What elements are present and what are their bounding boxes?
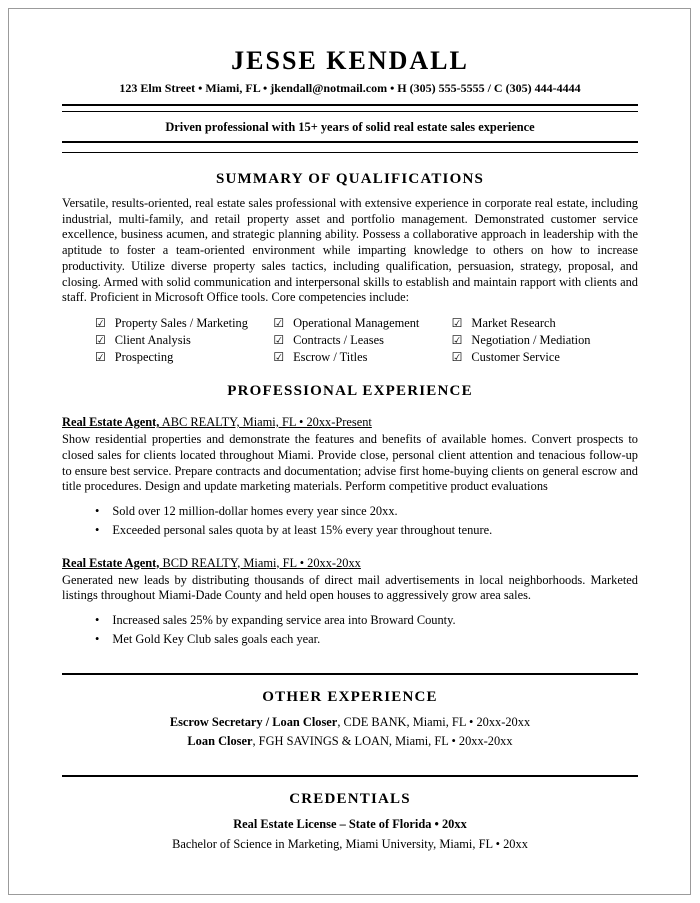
credential-license: Real Estate License – State of Florida • 20xx (233, 817, 467, 832)
bullet-text: Met Gold Key Club sales goals each year. (112, 632, 321, 647)
other-role: Loan Closer (187, 734, 253, 749)
job-company-dates: BCD REALTY, Miami, FL • 20xx-20xx (159, 555, 361, 570)
job-description: Show residential properties and demonstrate the features and benefits of available homes. Convert prospects to closed sales for clients located throughout Miami. Provide close, personal client attention and tenacious follow-up to ensure best service. Prepare contracts and documentation; advise first home-buying clients on general escrow and title procedures. Design and update marketing materials. Perform competitive product evaluations (62, 432, 638, 494)
header-divider-rule (62, 104, 638, 112)
job-achievements (95, 611, 638, 649)
competency-item (95, 333, 273, 348)
other-experience-entry (62, 713, 638, 733)
bullet-text: Sold over 12 million-dollar homes every year since 20xx. (112, 504, 398, 519)
competency-label: Client Analysis (114, 333, 191, 348)
competency-item (452, 333, 630, 348)
section-heading-experience: PROFESSIONAL EXPERIENCE (227, 383, 473, 400)
section-heading-summary: SUMMARY OF QUALIFICATIONS (215, 170, 485, 187)
bullet-icon: • (95, 632, 100, 647)
competency-item (273, 316, 451, 331)
checked-checkbox-icon: ☑ (273, 316, 285, 331)
competency-grid (95, 316, 630, 365)
job-description: Generated new leads by distributing thousands of direct mail advertisements in local neighborhoods. Marketed listings throughout Miami-Dade County and held open houses to aggressively grow area sales. (62, 572, 638, 603)
bullet-text: Exceeded personal sales quota by at least 15% every year throughout tenure. (112, 523, 493, 538)
job-role: Real Estate Agent, (62, 555, 160, 570)
job-title-line (62, 556, 638, 571)
competency-item (452, 316, 630, 331)
competency-label: Market Research (471, 316, 556, 331)
bullet-item (95, 630, 638, 649)
contact-info: 123 Elm Street • Miami, FL • jkendall@notmail.com • H (305) 555-5555 / C (305) 444-4444 (119, 80, 581, 95)
section-divider (62, 775, 638, 777)
checked-checkbox-icon: ☑ (451, 316, 463, 331)
headline: Driven professional with 15+ years of solid real estate sales experience (165, 119, 535, 134)
summary-paragraph: Versatile, results-oriented, real estate sales professional with extensive experience in corporate real estate, including industrial, multi-family, and retail property asset and portfolio management. Demonstrated customer service excellence, business acumen, and strategic planning ability. Possess a collaborative approach in leadership with the aptitude to foster a team-oriented environment while imparting knowledge to others on how to increase productivity. Utilize diverse property sales tactics, including qualification, persuasion, strategy, proposal, and closing. Armed with solid communication and interpersonal skills to establish and maintain rapport with clients and staff. Proficient in Microsoft Office tools. Core competencies include: (62, 195, 638, 305)
checked-checkbox-icon: ☑ (451, 333, 463, 348)
credentials-entries (62, 815, 638, 855)
section-divider (62, 673, 638, 675)
competency-label: Operational Management (293, 316, 420, 331)
checked-checkbox-icon: ☑ (273, 350, 285, 365)
job-company-dates: ABC REALTY, Miami, FL • 20xx-Present (159, 415, 372, 430)
job-achievements (95, 502, 638, 540)
other-experience-entry (62, 732, 638, 752)
checked-checkbox-icon: ☑ (451, 350, 463, 365)
other-experience-entries (62, 713, 638, 753)
competency-item (95, 350, 273, 365)
competency-label: Customer Service (471, 350, 560, 365)
person-name: JESSE KENDALL (231, 46, 469, 75)
other-experience-section (62, 689, 638, 753)
job-title-line (62, 415, 638, 430)
section-heading-other-experience: OTHER EXPERIENCE (262, 688, 438, 705)
job-role: Real Estate Agent, (62, 415, 160, 430)
competency-label: Prospecting (114, 350, 174, 365)
other-company-dates: , FGH SAVINGS & LOAN, Miami, FL • 20xx-20xx (252, 734, 513, 749)
bullet-icon: • (95, 523, 100, 538)
competency-item (273, 333, 451, 348)
summary-section (62, 171, 638, 365)
credentials-section (62, 791, 638, 855)
competency-label: Property Sales / Marketing (114, 316, 248, 331)
bullet-item (95, 611, 638, 630)
competency-label: Contracts / Leases (293, 333, 384, 348)
competency-label: Escrow / Titles (293, 350, 368, 365)
bullet-item (95, 521, 638, 540)
credential-degree: Bachelor of Science in Marketing, Miami University, Miami, FL • 20xx (172, 837, 528, 852)
job-entry-abc-realty (62, 415, 638, 540)
checked-checkbox-icon: ☑ (95, 350, 106, 365)
bullet-text: Increased sales 25% by expanding service area into Broward County. (112, 613, 456, 628)
competency-label: Negotiation / Mediation (471, 333, 591, 348)
bullet-icon: • (95, 613, 100, 628)
job-entry-bcd-realty (62, 556, 638, 650)
other-company-dates: , CDE BANK, Miami, FL • 20xx-20xx (337, 714, 531, 729)
competency-item (452, 350, 630, 365)
headline-divider-rule (62, 141, 638, 153)
section-heading-credentials: CREDENTIALS (289, 791, 411, 808)
checked-checkbox-icon: ☑ (95, 316, 106, 331)
other-role: Escrow Secretary / Loan Closer (169, 714, 338, 729)
competency-item (273, 350, 451, 365)
checked-checkbox-icon: ☑ (273, 333, 285, 348)
bullet-item (95, 502, 638, 521)
resume-content (62, 0, 638, 855)
competency-item (95, 316, 273, 331)
checked-checkbox-icon: ☑ (95, 333, 106, 348)
experience-section (62, 383, 638, 649)
bullet-icon: • (95, 504, 100, 519)
